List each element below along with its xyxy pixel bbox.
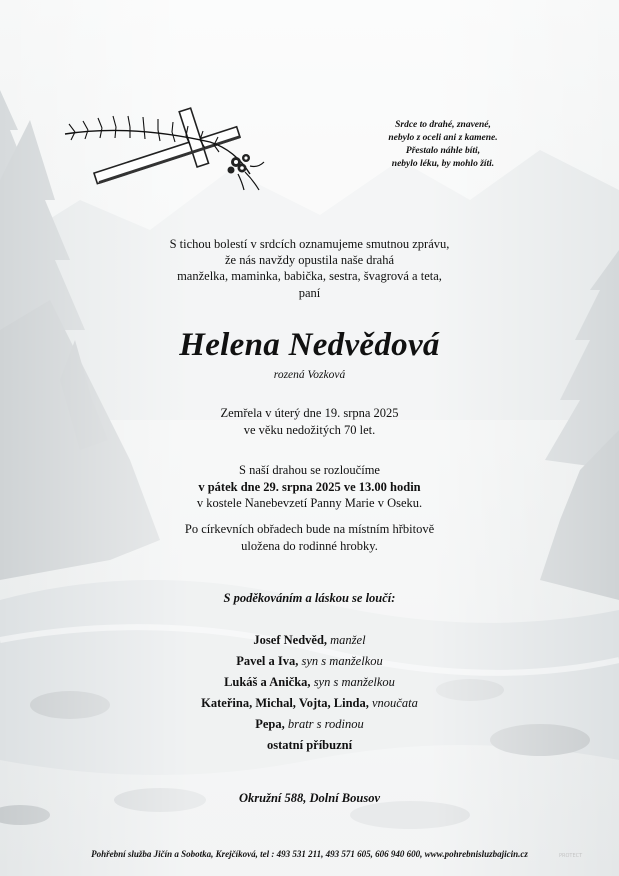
- mourner-name: ostatní příbuzní: [266, 738, 353, 752]
- mourner-relation: syn s manželkou: [313, 675, 395, 689]
- burial-info: [0, 521, 619, 554]
- watermark: PROTECT: [559, 853, 583, 859]
- mourner-row: [0, 735, 619, 756]
- farewell-info: [0, 462, 619, 512]
- poem-line: nebylo z oceli ani z kamene.: [388, 133, 498, 143]
- poem: [358, 119, 528, 171]
- burial-line: uložena do rodinné hrobky.: [241, 538, 378, 553]
- farewell-place: v kostele Nanebevzetí Panny Marie v Oseku.: [196, 496, 423, 510]
- mourner-row: [0, 714, 619, 735]
- burial-line: Po církevních obřadech bude na místním hřbitově: [184, 522, 435, 536]
- intro-line: že nás navždy opustila naše drahá: [224, 253, 395, 268]
- mourner-name: Pepa,: [255, 717, 285, 731]
- poem-line: nebylo léku, by mohlo žíti.: [391, 159, 495, 169]
- intro-line: paní: [298, 285, 321, 300]
- deceased-name: Helena Nedvědová: [179, 327, 440, 363]
- mourner-relation: vnoučata: [372, 696, 418, 710]
- family-address: Okružní 588, Dolní Bousov: [238, 791, 380, 805]
- cross-with-palm-branch-icon: [60, 104, 270, 194]
- mourner-name: Lukáš a Anička,: [224, 675, 311, 689]
- farewell-line: S naší drahou se rozloučíme: [239, 463, 380, 477]
- death-age: ve věku nedožitých 70 let.: [243, 422, 376, 437]
- intro-line: manželka, maminka, babička, sestra, švagrová a teta,: [177, 269, 442, 284]
- mourner-relation: manžel: [330, 633, 366, 647]
- mourner-name: Kateřina, Michal, Vojta, Linda,: [201, 696, 369, 710]
- mourner-row: [0, 651, 619, 672]
- mourners-list: [0, 630, 619, 756]
- mourner-relation: bratr s rodinou: [287, 717, 364, 731]
- death-date: Zemřela v úterý dne 19. srpna 2025: [220, 406, 399, 420]
- mourner-name: Josef Nedvěd,: [253, 633, 328, 647]
- mourner-name: Pavel a Iva,: [236, 654, 299, 668]
- mourner-relation: syn s manželkou: [301, 654, 383, 668]
- announcement-intro: [0, 236, 619, 301]
- mourner-row: [0, 672, 619, 693]
- poem-line: Přestalo náhle bíti,: [405, 146, 481, 156]
- poem-line: Srdce to drahé, znavené,: [395, 120, 491, 130]
- death-info: [0, 405, 619, 438]
- farewell-date: v pátek dne 29. srpna 2025 ve 13.00 hodin: [198, 479, 421, 494]
- funeral-service-footer: Pohřební služba Jičín a Sobotka, Krejčíková, tel : 493 531 211, 493 571 605, 606 940 600, www.pohrebnisluzbajicin.cz: [91, 849, 528, 859]
- intro-line: S tichou bolestí v srdcích oznamujeme smutnou zprávu,: [169, 237, 450, 251]
- mourner-row: [0, 630, 619, 651]
- thanks-heading: S poděkováním a láskou se loučí:: [223, 591, 396, 605]
- maiden-name: rozená Vozková: [273, 369, 346, 381]
- mourner-row: [0, 693, 619, 714]
